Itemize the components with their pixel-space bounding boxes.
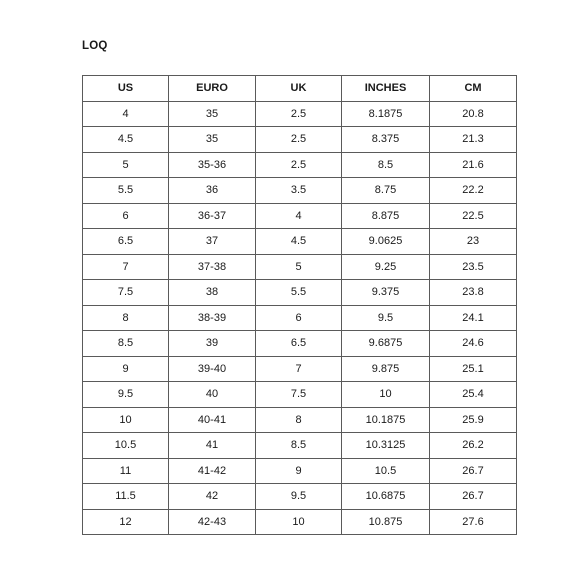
cell-inches: 10: [342, 382, 430, 408]
cell-inches: 8.375: [342, 127, 430, 153]
table-row: [83, 382, 517, 408]
cell-us: 7: [83, 254, 169, 280]
cell-us: 11.5: [83, 484, 169, 510]
cell-us: 11: [83, 458, 169, 484]
cell-us: 5: [83, 152, 169, 178]
cell-euro: 37: [169, 229, 256, 255]
cell-inches: 8.875: [342, 203, 430, 229]
cell-us: 10.5: [83, 433, 169, 459]
cell-cm: 26.7: [430, 484, 517, 510]
cell-euro: 38: [169, 280, 256, 306]
cell-inches: 10.1875: [342, 407, 430, 433]
cell-euro: 35-36: [169, 152, 256, 178]
cell-inches: 9.875: [342, 356, 430, 382]
header-inches: INCHES: [342, 76, 430, 102]
cell-inches: 9.25: [342, 254, 430, 280]
cell-us: 4.5: [83, 127, 169, 153]
cell-cm: 27.6: [430, 509, 517, 535]
cell-us: 8: [83, 305, 169, 331]
cell-us: 10: [83, 407, 169, 433]
cell-euro: 41: [169, 433, 256, 459]
header-euro: EURO: [169, 76, 256, 102]
cell-euro: 40: [169, 382, 256, 408]
table-row: [83, 356, 517, 382]
cell-cm: 20.8: [430, 101, 517, 127]
table-row: [83, 152, 517, 178]
cell-cm: 23.5: [430, 254, 517, 280]
cell-uk: 2.5: [256, 152, 342, 178]
table-row: [83, 509, 517, 535]
cell-uk: 9.5: [256, 484, 342, 510]
cell-uk: 5: [256, 254, 342, 280]
cell-euro: 35: [169, 127, 256, 153]
cell-inches: 9.5: [342, 305, 430, 331]
cell-euro: 38-39: [169, 305, 256, 331]
cell-euro: 39: [169, 331, 256, 357]
cell-inches: 9.0625: [342, 229, 430, 255]
cell-cm: 26.2: [430, 433, 517, 459]
cell-us: 6: [83, 203, 169, 229]
cell-us: 12: [83, 509, 169, 535]
cell-cm: 24.6: [430, 331, 517, 357]
cell-cm: 25.9: [430, 407, 517, 433]
cell-uk: 7: [256, 356, 342, 382]
cell-inches: 9.375: [342, 280, 430, 306]
cell-uk: 8.5: [256, 433, 342, 459]
header-us: US: [83, 76, 169, 102]
table-row: [83, 229, 517, 255]
cell-cm: 23: [430, 229, 517, 255]
cell-cm: 26.7: [430, 458, 517, 484]
cell-uk: 2.5: [256, 127, 342, 153]
cell-uk: 4.5: [256, 229, 342, 255]
table-row: [83, 203, 517, 229]
table-row: [83, 127, 517, 153]
cell-cm: 24.1: [430, 305, 517, 331]
cell-us: 6.5: [83, 229, 169, 255]
cell-uk: 4: [256, 203, 342, 229]
size-chart-header: [83, 76, 517, 102]
cell-euro: 37-38: [169, 254, 256, 280]
cell-uk: 8: [256, 407, 342, 433]
cell-cm: 21.6: [430, 152, 517, 178]
table-row: [83, 484, 517, 510]
cell-cm: 22.2: [430, 178, 517, 204]
table-row: [83, 433, 517, 459]
table-row: [83, 331, 517, 357]
cell-uk: 9: [256, 458, 342, 484]
cell-euro: 41-42: [169, 458, 256, 484]
cell-euro: 42: [169, 484, 256, 510]
header-row: [83, 76, 517, 102]
cell-cm: 21.3: [430, 127, 517, 153]
cell-inches: 10.5: [342, 458, 430, 484]
cell-us: 7.5: [83, 280, 169, 306]
cell-uk: 6.5: [256, 331, 342, 357]
table-row: [83, 407, 517, 433]
cell-cm: 22.5: [430, 203, 517, 229]
cell-euro: 36-37: [169, 203, 256, 229]
table-row: [83, 280, 517, 306]
table-row: [83, 254, 517, 280]
table-row: [83, 101, 517, 127]
cell-cm: 23.8: [430, 280, 517, 306]
cell-us: 4: [83, 101, 169, 127]
cell-uk: 6: [256, 305, 342, 331]
cell-inches: 10.875: [342, 509, 430, 535]
table-row: [83, 458, 517, 484]
cell-euro: 42-43: [169, 509, 256, 535]
cell-cm: 25.1: [430, 356, 517, 382]
size-chart-body: [83, 101, 517, 535]
cell-uk: 2.5: [256, 101, 342, 127]
cell-us: 9.5: [83, 382, 169, 408]
table-row: [83, 178, 517, 204]
cell-inches: 8.75: [342, 178, 430, 204]
cell-us: 8.5: [83, 331, 169, 357]
cell-inches: 10.6875: [342, 484, 430, 510]
cell-inches: 9.6875: [342, 331, 430, 357]
cell-uk: 5.5: [256, 280, 342, 306]
cell-euro: 39-40: [169, 356, 256, 382]
size-chart-table: [82, 75, 517, 535]
cell-inches: 10.3125: [342, 433, 430, 459]
cell-inches: 8.1875: [342, 101, 430, 127]
cell-us: 9: [83, 356, 169, 382]
header-cm: CM: [430, 76, 517, 102]
cell-us: 5.5: [83, 178, 169, 204]
cell-inches: 8.5: [342, 152, 430, 178]
cell-uk: 7.5: [256, 382, 342, 408]
cell-euro: 35: [169, 101, 256, 127]
cell-uk: 10: [256, 509, 342, 535]
table-row: [83, 305, 517, 331]
header-uk: UK: [256, 76, 342, 102]
cell-euro: 36: [169, 178, 256, 204]
cell-cm: 25.4: [430, 382, 517, 408]
cell-euro: 40-41: [169, 407, 256, 433]
brand-title: LOQ: [82, 40, 108, 52]
cell-uk: 3.5: [256, 178, 342, 204]
